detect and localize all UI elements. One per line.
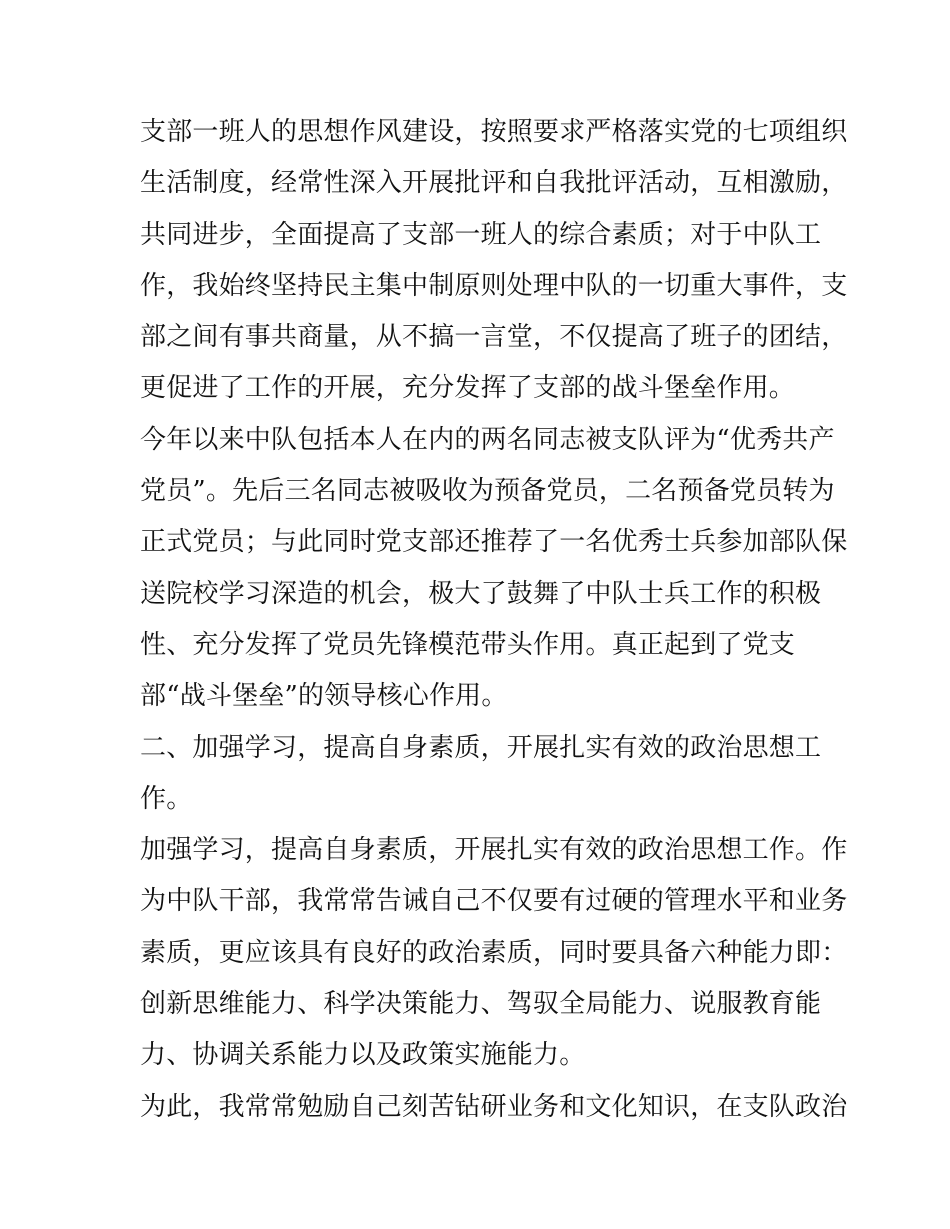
section-heading: 作。 — [140, 783, 193, 814]
text-line: 党员”。先后三名同志被吸收为预备党员，二名预备党员转为 — [140, 476, 835, 507]
document-body — [140, 107, 848, 1133]
text-line: 为中队干部，我常常告诫自己不仅要有过硬的管理水平和业务 — [140, 886, 848, 917]
text-line: 更促进了工作的开展，充分发挥了支部的战斗堡垒作用。 — [140, 373, 796, 404]
text-line: 生活制度，经常性深入开展批评和自我批评活动，互相激励， — [140, 168, 848, 199]
text-line: 部“战斗堡垒”的领导核心作用。 — [140, 681, 508, 712]
text-line: 力、协调关系能力以及政策实施能力。 — [140, 1040, 586, 1071]
text-line: 送院校学习深造的机会，极大了鼓舞了中队士兵工作的积极 — [140, 578, 822, 609]
text-line: 素质，更应该具有良好的政治素质，同时要具备六种能力即： — [140, 937, 848, 968]
text-line: 共同进步，全面提高了支部一班人的综合素质；对于中队工 — [140, 219, 822, 250]
text-line: 加强学习，提高自身素质，开展扎实有效的政治思想工作。作 — [140, 835, 848, 866]
text-line: 创新思维能力、科学决策能力、驾驭全局能力、说服教育能 — [140, 989, 822, 1020]
text-line: 性、充分发挥了党员先锋模范带头作用。真正起到了党支 — [140, 629, 796, 660]
text-line: 支部一班人的思想作风建设，按照要求严格落实党的七项组织 — [140, 117, 848, 147]
text-line: 正式党员；与此同时党支部还推荐了一名优秀士兵参加部队保 — [140, 527, 848, 558]
text-line: 作，我始终坚持民主集中制原则处理中队的一切重大事件，支 — [140, 270, 848, 301]
section-heading: 二、加强学习，提高自身素质，开展扎实有效的政治思想工 — [140, 732, 822, 763]
text-line: 部之间有事共商量，从不搞一言堂，不仅提高了班子的团结， — [140, 322, 848, 353]
text-line: 为此，我常常勉励自己刻苦钻研业务和文化知识，在支队政治 — [140, 1091, 848, 1122]
text-line: 今年以来中队包括本人在内的两名同志被支队评为“优秀共产 — [140, 424, 835, 455]
